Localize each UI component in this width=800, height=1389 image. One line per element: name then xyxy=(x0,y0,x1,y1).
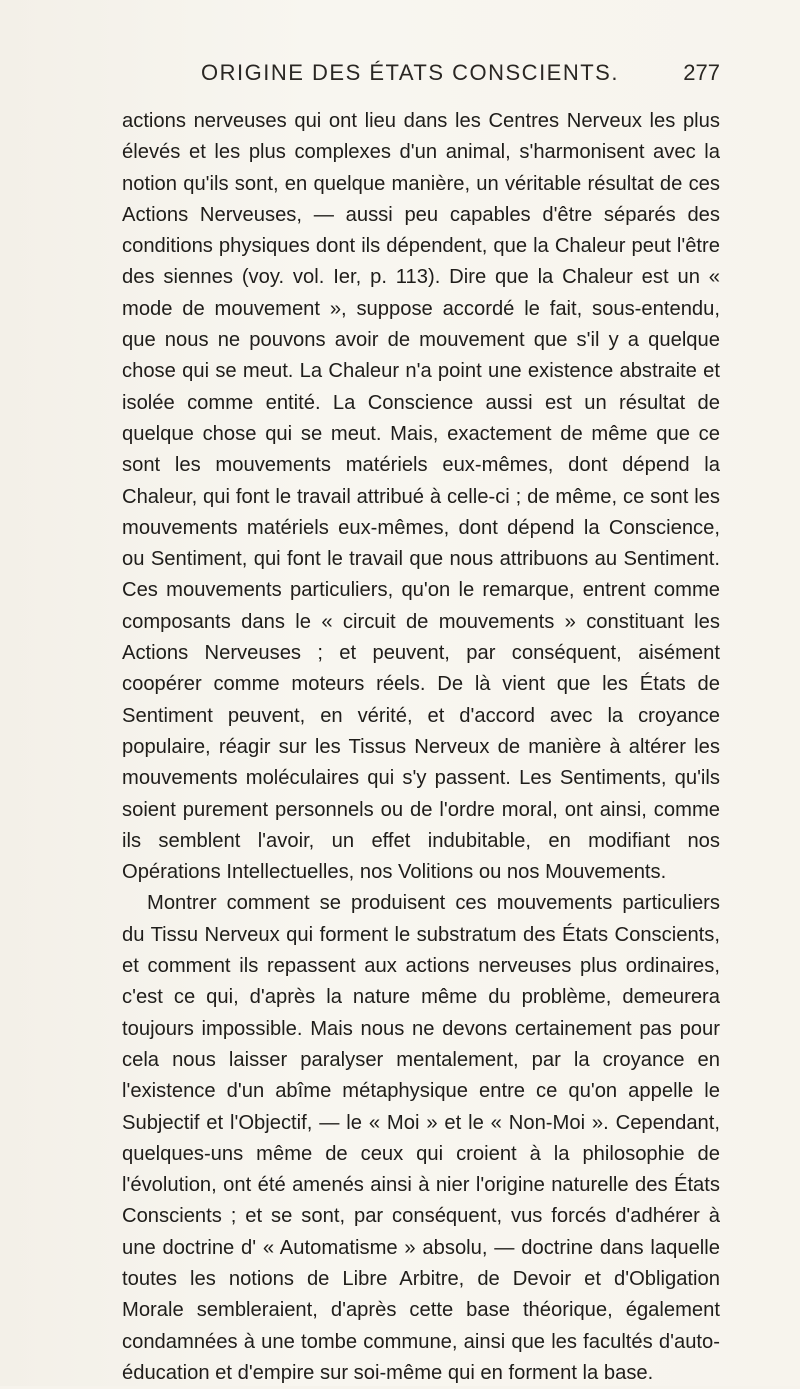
page-number: 277 xyxy=(683,60,720,85)
paragraph-2: Montrer comment se produisent ces mouvements particuliers du Tissu Nerveux qui forment le substratum des États Conscients, et comment ils repassent aux actions nerveuses plus ordinaires, c'est ce qui, d'après la nature même du problème, demeurera toujours impossible. Mais nous ne devons certainement pas pour cela nous laisser paralyser mentalement, par la croyance en l'existence d'un abîme métaphysique entre ce qu'on appelle le Subjectif et l'Objectif, — le « Moi » et le « Non-Moi ». Cependant, quelques-uns même de ceux qui croient à la philosophie de l'évolution, ont été amenés ainsi à nier l'origine naturelle des États Conscients ; et se sont, par conséquent, vus forcés d'adhérer à une doctrine d' « Automatisme » absolu, — doctrine dans laquelle toutes les notions de Libre Arbitre, de Devoir et d'Obligation Morale sembleraient, d'après cette base théorique, également condamnées à une tombe commune, ainsi que les facultés d'auto-éducation et d'empire sur soi-même qui en forment la base. xyxy=(122,892,720,1384)
paragraph-1: actions nerveuses qui ont lieu dans les Centres Nerveux les plus élevés et les plus complexes d'un animal, s'harmonisent avec la notion qu'ils sont, en quelque manière, un véritable résultat de ces Actions Nerveuses, — aussi peu capables d'être séparés des conditions physiques dont ils dépendent, que la Chaleur peut l'être des siennes (voy. vol. Ier, p. 113). Dire que la Chaleur est un « mode de mouvement », suppose accordé le fait, sous-entendu, que nous ne pouvons avoir de mouvement que s'il y a quelque chose qui se meut. La Chaleur n'a point une existence abstraite et isolée comme entité. La Conscience aussi est un résultat de quelque chose qui se meut. Mais, exactement de même que ce sont les mouvements matériels eux-mêmes, dont dépend la Chaleur, qui font le travail attribué à celle-ci ; de même, ce sont les mouvements matériels eux-mêmes, dont dépend la Conscience, ou Sentiment, qui font le travail que nous attribuons au Sentiment. Ces mouvements particuliers, qu'on le remarque, entrent comme composants dans le « circuit de mouvements » constituant les Actions Nerveuses ; et peuvent, par conséquent, aisément coopérer comme moteurs réels. De là vient que les États de Sentiment peuvent, en vérité, et d'accord avec la croyance populaire, réagir sur les Tissus Nerveux de manière à altérer les mouvements moléculaires qui s'y passent. Les Sentiments, qu'ils soient purement personnels ou de l'ordre moral, ont ainsi, comme ils semblent l'avoir, un effet indubitable, en modifiant nos Opérations Intellectuelles, nos Volitions ou nos Mouvements. xyxy=(122,110,720,884)
body-text xyxy=(122,106,720,1389)
running-title: ORIGINE DES ÉTATS CONSCIENTS. xyxy=(201,60,619,85)
page-header xyxy=(160,60,720,92)
